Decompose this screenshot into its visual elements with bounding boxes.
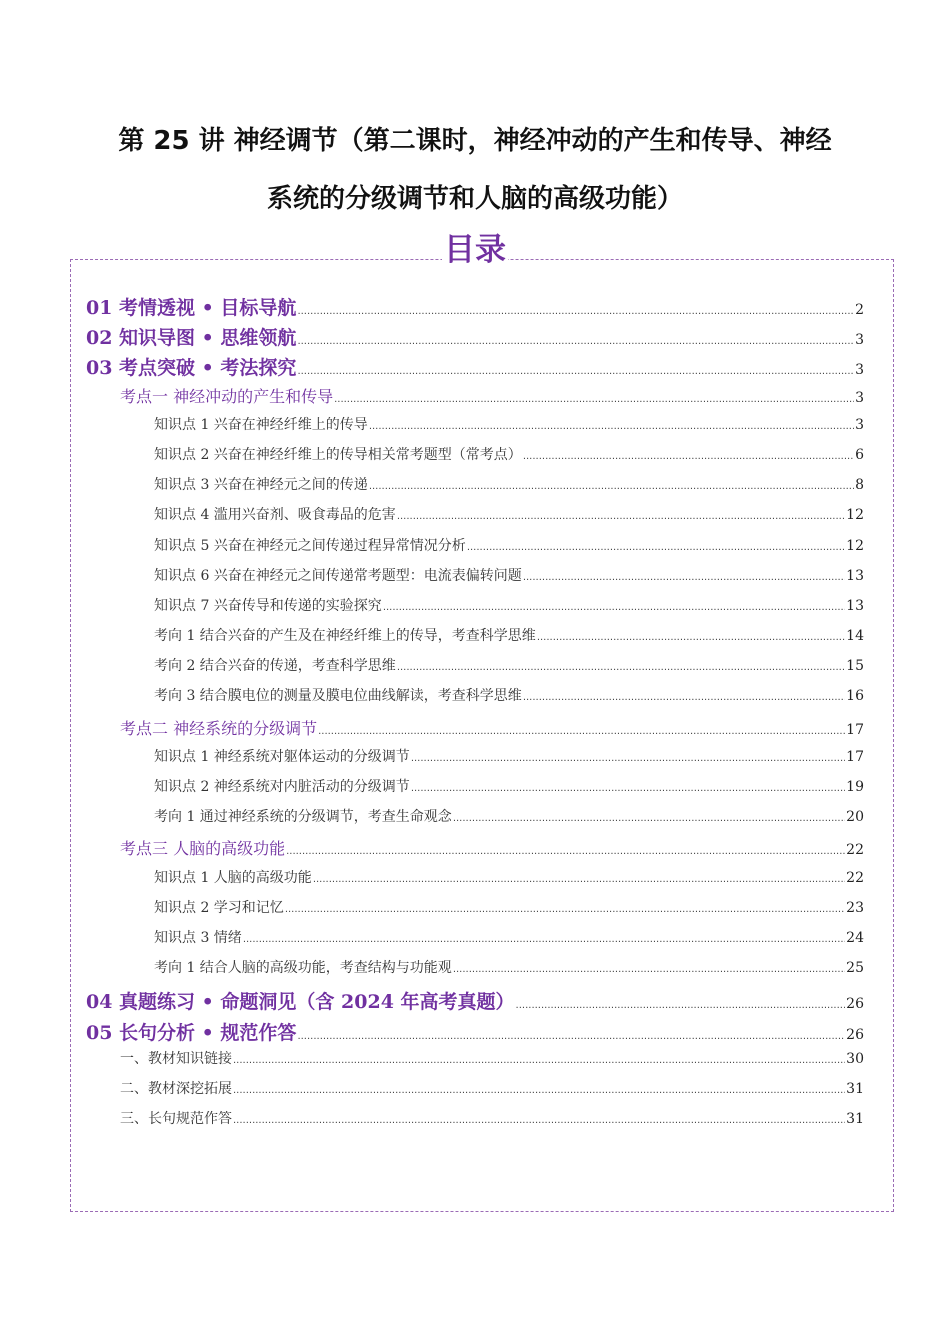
toc-entry-label: 知识点 2 兴奋在神经纤维上的传导相关常考题型（常考点） bbox=[154, 446, 522, 463]
toc-heading bbox=[0, 228, 950, 272]
toc-leader-dots bbox=[453, 964, 845, 975]
toc-entry-page: 20 bbox=[846, 809, 864, 826]
toc-leader-dots bbox=[516, 1000, 846, 1011]
toc-leader-dots bbox=[523, 451, 854, 462]
toc-entry[interactable] bbox=[86, 625, 864, 655]
toc-entry-page: 23 bbox=[846, 899, 864, 916]
toc-leader-dots bbox=[334, 394, 854, 405]
toc-entry-label: 考向 3 结合膜电位的测量及膜电位曲线解读，考查科学思维 bbox=[154, 688, 522, 705]
toc-entry[interactable] bbox=[86, 414, 864, 444]
toc-entry[interactable] bbox=[86, 353, 864, 383]
toc-entry[interactable] bbox=[86, 987, 864, 1017]
toc-leader-dots bbox=[318, 726, 845, 737]
toc-entry-page: 26 bbox=[846, 996, 864, 1013]
toc-entry-page: 3 bbox=[855, 389, 864, 406]
toc-entry-label: 三、长句规范作答 bbox=[120, 1111, 232, 1128]
toc-leader-dots bbox=[383, 602, 845, 613]
toc-entry-label: 考向 1 结合人脑的高级功能，考查结构与功能观 bbox=[154, 960, 452, 977]
toc-entry[interactable] bbox=[86, 1078, 864, 1108]
toc-entry[interactable] bbox=[86, 927, 864, 957]
toc-entry-label: 04 真题练习 • 命题洞见（含 2024 年高考真题） bbox=[86, 991, 515, 1014]
toc-leader-dots bbox=[467, 542, 845, 553]
toc-entry[interactable] bbox=[86, 716, 864, 746]
toc-leader-dots bbox=[297, 366, 854, 377]
toc-entry-label: 知识点 2 学习和记忆 bbox=[154, 899, 284, 916]
toc-entry-label: 考点三 人脑的高级功能 bbox=[120, 839, 286, 859]
toc-entry-page: 15 bbox=[846, 658, 864, 675]
toc-entry-label: 考向 1 通过神经系统的分级调节，考查生命观念 bbox=[154, 809, 452, 826]
toc-leader-dots bbox=[523, 692, 845, 703]
toc-entry[interactable] bbox=[86, 1108, 864, 1138]
toc-entry[interactable] bbox=[86, 655, 864, 685]
toc-leader-dots bbox=[286, 846, 845, 857]
toc-leader-dots bbox=[285, 904, 845, 915]
toc-leader-dots bbox=[411, 783, 845, 794]
toc-entry-page: 3 bbox=[855, 332, 864, 349]
toc-entry-page: 3 bbox=[855, 416, 864, 433]
toc-entry-label: 知识点 6 兴奋在神经元之间传递常考题型：电流表偏转问题 bbox=[154, 567, 522, 584]
toc-entry-label: 知识点 2 神经系统对内脏活动的分级调节 bbox=[154, 779, 410, 795]
toc-entry-label: 二、教材深挖拓展 bbox=[120, 1080, 232, 1097]
toc-entry-label: 知识点 3 兴奋在神经元之间的传递 bbox=[154, 477, 368, 494]
toc-entry-page: 2 bbox=[855, 302, 864, 318]
toc-leader-dots bbox=[297, 1031, 845, 1042]
title-line-2: 系统的分级调节和人脑的高级功能） bbox=[266, 184, 683, 214]
toc-leader-dots bbox=[411, 753, 845, 764]
toc-entry[interactable] bbox=[86, 595, 864, 625]
toc-entry-label: 考向 2 结合兴奋的传递，考查科学思维 bbox=[154, 658, 396, 675]
toc-entry-page: 25 bbox=[846, 960, 864, 977]
toc-entry-page: 22 bbox=[846, 869, 864, 886]
toc-entry-page: 13 bbox=[846, 597, 864, 614]
toc-entry-label: 02 知识导图 • 思维领航 bbox=[86, 327, 297, 350]
toc-entry-label: 03 考点突破 • 考法探究 bbox=[86, 357, 297, 380]
toc-leader-dots bbox=[537, 632, 845, 643]
toc-leader-dots bbox=[313, 874, 845, 885]
toc-entry-label: 知识点 4 滥用兴奋剂、吸食毒品的危害 bbox=[154, 507, 396, 524]
toc-entry-label: 考点二 神经系统的分级调节 bbox=[120, 718, 318, 738]
toc-entry-page: 22 bbox=[846, 842, 864, 859]
toc-entry-page: 6 bbox=[855, 446, 864, 463]
toc-entry-page: 19 bbox=[846, 779, 864, 795]
toc-entry-page: 17 bbox=[846, 721, 864, 738]
toc-entry-page: 31 bbox=[846, 1111, 864, 1128]
toc-entry[interactable] bbox=[86, 565, 864, 595]
toc-entry[interactable] bbox=[86, 535, 864, 565]
toc-entry-label: 01 考情透视 • 目标导航 bbox=[86, 297, 297, 319]
toc-entry-page: 8 bbox=[855, 477, 864, 494]
toc-leader-dots bbox=[233, 1085, 845, 1096]
toc-leader-dots bbox=[523, 572, 845, 583]
toc-leader-dots bbox=[297, 336, 854, 347]
toc-entry-page: 3 bbox=[855, 362, 864, 379]
toc-entry[interactable] bbox=[86, 504, 864, 534]
toc-entry-label: 知识点 1 人脑的高级功能 bbox=[154, 869, 312, 886]
title-line-1: 第 25 讲 神经调节（第二课时，神经冲动的产生和传导、神经 bbox=[118, 126, 832, 156]
toc-entry-page: 13 bbox=[846, 567, 864, 584]
toc-entry[interactable] bbox=[86, 867, 864, 897]
toc-entry[interactable] bbox=[86, 746, 864, 776]
toc-leader-dots bbox=[369, 481, 854, 492]
toc-leader-dots bbox=[233, 1055, 845, 1066]
toc-entry-label: 知识点 7 兴奋传导和传递的实验探究 bbox=[154, 597, 382, 614]
toc-entry-label: 知识点 3 情绪 bbox=[154, 929, 242, 946]
toc-entry-page: 17 bbox=[846, 748, 864, 765]
toc-leader-dots bbox=[453, 813, 845, 824]
toc-entry[interactable] bbox=[86, 776, 864, 806]
toc-entry[interactable] bbox=[86, 806, 864, 836]
toc-entry[interactable] bbox=[86, 957, 864, 987]
toc-leader-dots bbox=[397, 511, 845, 522]
toc-entry-page: 31 bbox=[846, 1080, 864, 1097]
toc-leader-dots bbox=[233, 1115, 845, 1126]
toc-entry-label: 知识点 5 兴奋在神经元之间传递过程异常情况分析 bbox=[154, 537, 466, 554]
toc-leader-dots bbox=[243, 934, 845, 945]
toc-leader-dots bbox=[369, 421, 854, 432]
toc-entry-page: 16 bbox=[846, 688, 864, 705]
document-title bbox=[60, 112, 890, 228]
toc-entry[interactable] bbox=[86, 1018, 864, 1048]
toc-entry-label: 考点一 神经冲动的产生和传导 bbox=[120, 386, 334, 406]
toc-entry-label: 05 长句分析 • 规范作答 bbox=[86, 1021, 297, 1044]
toc-entry-label: 知识点 1 神经系统对躯体运动的分级调节 bbox=[154, 748, 410, 765]
toc-entry[interactable] bbox=[86, 444, 864, 474]
toc-entry[interactable] bbox=[86, 293, 864, 323]
toc-entry-page: 12 bbox=[846, 537, 864, 554]
toc-entry-page: 14 bbox=[846, 628, 864, 645]
toc-heading-text: 目录 bbox=[444, 232, 506, 268]
toc-leader-dots bbox=[397, 662, 845, 673]
toc-entry-page: 26 bbox=[846, 1026, 864, 1043]
toc-entry[interactable] bbox=[86, 323, 864, 353]
toc-entry[interactable] bbox=[86, 897, 864, 927]
toc-entry-label: 考向 1 结合兴奋的产生及在神经纤维上的传导，考查科学思维 bbox=[154, 628, 536, 645]
toc-entry-label: 一、教材知识链接 bbox=[120, 1050, 232, 1067]
table-of-contents bbox=[86, 293, 864, 1138]
toc-entry-page: 24 bbox=[846, 929, 864, 946]
toc-leader-dots bbox=[297, 306, 854, 317]
toc-entry[interactable] bbox=[86, 836, 864, 866]
toc-entry-page: 12 bbox=[846, 507, 864, 524]
toc-entry[interactable] bbox=[86, 1048, 864, 1078]
toc-entry[interactable] bbox=[86, 474, 864, 504]
toc-entry-label: 知识点 1 兴奋在神经纤维上的传导 bbox=[154, 416, 368, 433]
toc-entry[interactable] bbox=[86, 685, 864, 715]
toc-entry-page: 30 bbox=[846, 1050, 864, 1067]
toc-entry[interactable] bbox=[86, 384, 864, 414]
